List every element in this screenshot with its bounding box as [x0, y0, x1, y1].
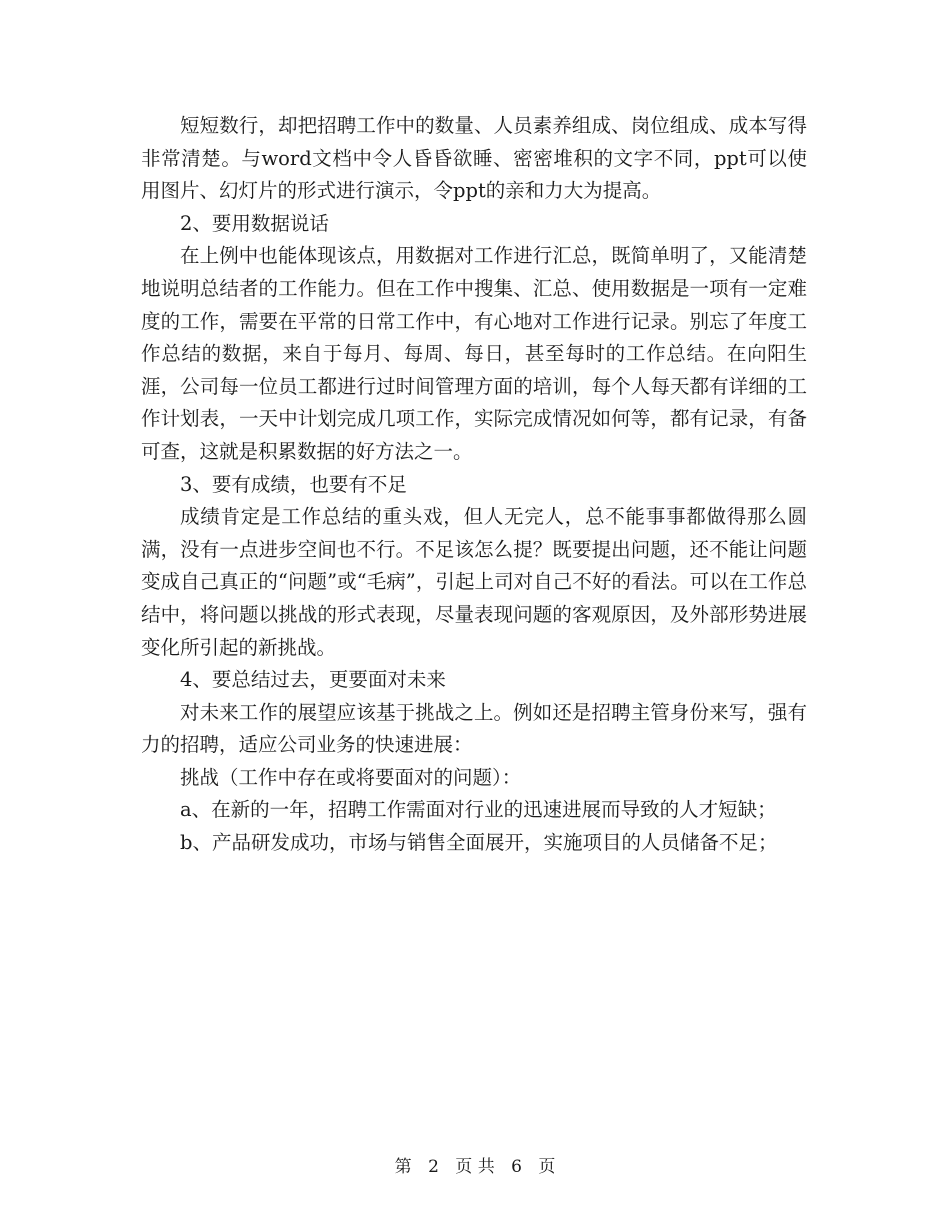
page-footer: [0, 1152, 950, 1177]
footer-middle: 页 共: [455, 1157, 495, 1177]
paragraph-use-data: 在上例中也能体现该点，用数据对工作进行汇总，既简单明了，又能清楚地说明总结者的工作能力。但在工作中搜集、汇总、使用数据是一项有一定难度的工作，需要在平常的日常工作中，有心地对工作进行记录。别忘了年度工作总结的数据，来自于每月、每周、每日，甚至每时的工作总结。在向阳生涯，公司每一位员工都进行过时间管理方面的培训，每个人每天都有详细的工作计划表，一天中计划完成几项工作，实际完成情况如何等，都有记录，有备可查，这就是积累数据的好方法之一。: [141, 244, 807, 463]
footer-current-page: 2: [428, 1157, 439, 1177]
heading-use-data: 2、要用数据说话: [180, 211, 329, 235]
paragraph-intro: 短短数行，却把招聘工作中的数量、人员素养组成、岗位组成、成本写得非常清楚。与word文档中令人昏昏欲睡、密密堆积的文字不同，ppt可以使用图片、幻灯片的形式进行演示，令ppt的亲和力大为提高。: [141, 114, 807, 203]
footer-suffix: 页: [538, 1157, 556, 1177]
footer-prefix: 第: [394, 1157, 412, 1177]
footer-total-pages: 6: [511, 1157, 522, 1177]
challenge-item-a: a、在新的一年，招聘工作需面对行业的迅速进展而导致的人才短缺；: [180, 798, 777, 822]
heading-past-and-future: 4、要总结过去，更要面对未来: [180, 668, 446, 692]
paragraph-future-outlook: 对未来工作的展望应该基于挑战之上。例如还是招聘主管身份来写，强有力的招聘，适应公司业务的快速进展：: [141, 700, 807, 757]
challenges-label: 挑战（工作中存在或将要面对的问题）：: [180, 765, 522, 789]
body-text: [141, 110, 807, 860]
paragraph-achievements-shortcomings: 成绩肯定是工作总结的重头戏，但人无完人，总不能事事都做得那么圆满，没有一点进步空间也不行。不足该怎么提？既要提出问题，还不能让问题变成自己真正的“问题”或“毛病”，引起上司对自己不好的看法。可以在工作总结中，将问题以挑战的形式表现，尽量表现问题的客观原因，及外部形势进展变化所引起的新挑战。: [141, 505, 807, 659]
heading-achievements-shortcomings: 3、要有成绩，也要有不足: [180, 472, 407, 496]
challenge-item-b: b、产品研发成功，市场与销售全面展开，实施项目的人员储备不足；: [180, 831, 778, 855]
